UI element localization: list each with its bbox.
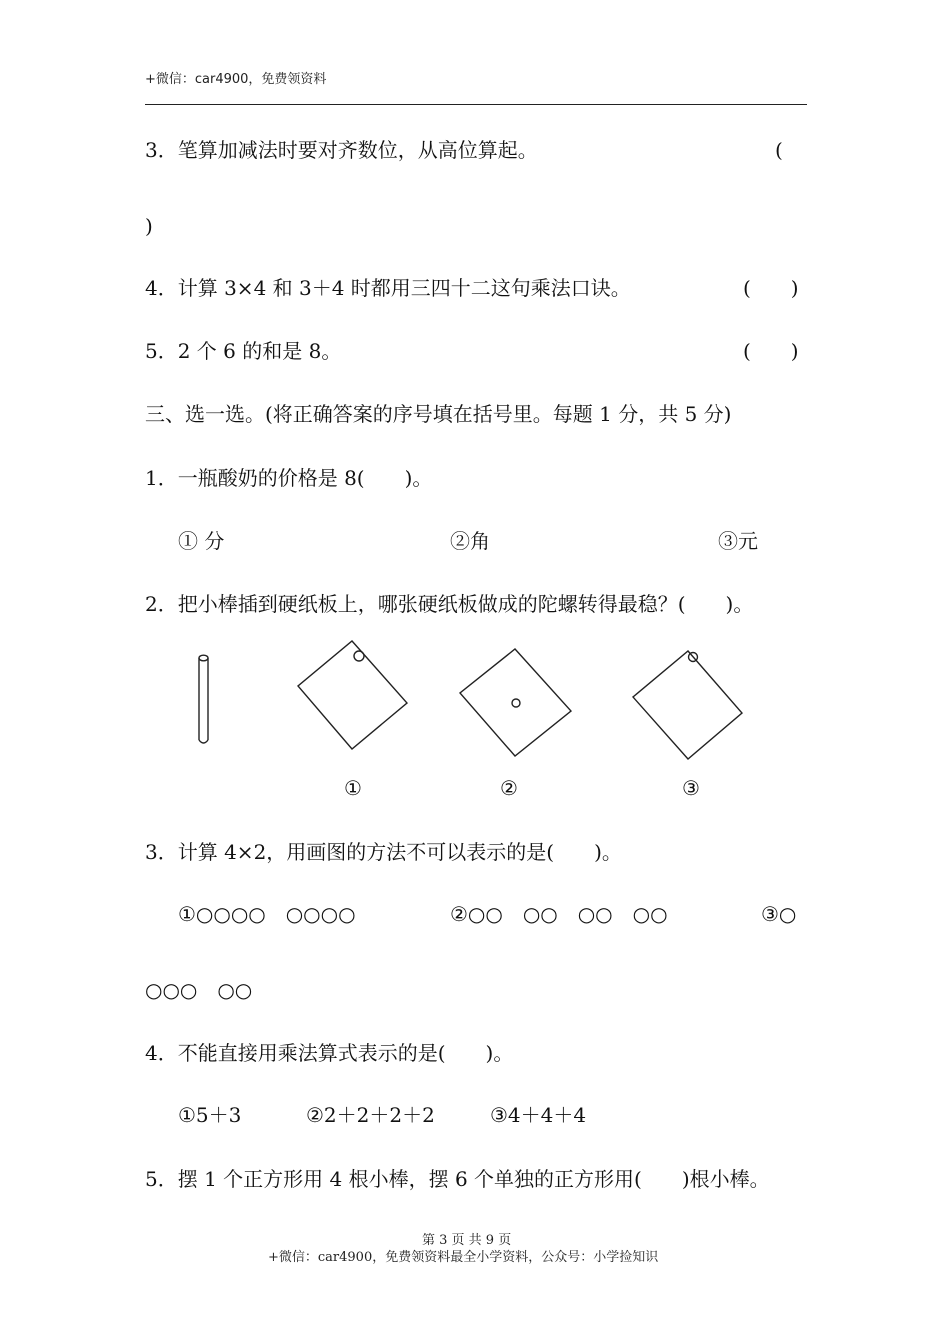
judge-q3-text: 3．笔算加减法时要对齐数位，从高位算起。 xyxy=(145,138,538,162)
s3-q1-option-2: ②角 xyxy=(450,529,490,553)
s3-q5-text: 5．摆 1 个正方形用 4 根小棒，摆 6 个单独的正方形用( )根小棒。 xyxy=(145,1167,770,1191)
s3-q4-option-3: ③4＋4＋4 xyxy=(490,1103,587,1127)
s3-q3-option-3a: ③○ xyxy=(761,902,797,926)
header-watermark: +微信：car4900，免费领资料 xyxy=(145,72,327,87)
s3-q3-option-1: ①○○○○ ○○○○ xyxy=(178,902,356,926)
stick-figure xyxy=(199,655,208,743)
s3-q3-option-2: ②○○ ○○ ○○ ○○ xyxy=(450,902,668,926)
judge-q4-bracket: ( ) xyxy=(743,276,799,300)
s3-q2-text: 2．把小棒插到硬纸板上，哪张硬纸板做成的陀螺转得最稳？( )。 xyxy=(145,592,754,616)
section3-title: 三、选一选。(将正确答案的序号填在括号里。每题 1 分，共 5 分) xyxy=(145,402,732,426)
s3-q4-text: 4．不能直接用乘法算式表示的是( )。 xyxy=(145,1041,514,1065)
judge-q5-text: 5．2 个 6 的和是 8。 xyxy=(145,339,342,363)
board-3 xyxy=(633,651,742,759)
judge-q4-text: 4．计算 3×4 和 3＋4 时都用三四十二这句乘法口诀。 xyxy=(145,276,631,300)
s3-q4-option-2: ②2＋2＋2＋2 xyxy=(306,1103,435,1127)
board-label-3: ③ xyxy=(682,776,700,800)
board-label-2: ② xyxy=(500,776,518,800)
judge-q3-bracket-close: ) xyxy=(145,214,153,238)
footer-watermark: +微信：car4900，免费领资料最全小学资料，公众号：小学捡知识 xyxy=(268,1250,659,1265)
s3-q4-option-1: ①5＋3 xyxy=(178,1103,242,1127)
judge-q3-bracket-open: ( xyxy=(775,138,783,162)
s3-q1-option-3: ③元 xyxy=(718,529,758,553)
footer-page-number: 第 3 页 共 9 页 xyxy=(422,1233,512,1248)
s3-q1-text: 1．一瓶酸奶的价格是 8( )。 xyxy=(145,466,433,490)
s3-q1-option-1: ① 分 xyxy=(178,529,225,553)
board-2 xyxy=(460,649,571,756)
s3-q3-option-3b: ○○○ ○○ xyxy=(145,978,253,1002)
board-label-1: ① xyxy=(344,776,362,800)
s3-q3-text: 3．计算 4×2，用画图的方法不可以表示的是( )。 xyxy=(145,840,622,864)
judge-q5-bracket: ( ) xyxy=(743,339,799,363)
board-1 xyxy=(298,641,407,749)
